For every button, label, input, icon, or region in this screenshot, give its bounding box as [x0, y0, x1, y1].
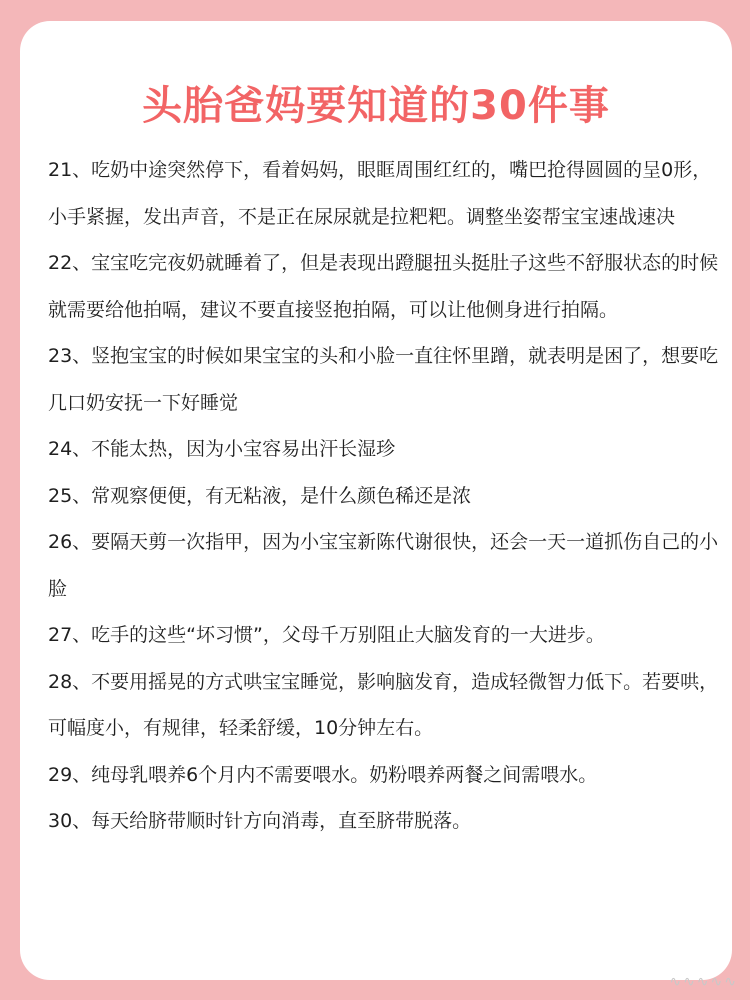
list-item-text: 24、不能太热，因为小宝容易出汗长湿珍: [48, 438, 396, 460]
list-item-text: 21、吃奶中途突然停下，看着妈妈，眼眶周围红红的，嘴巴抢得圆圆的呈0形，小手紧握，发出声音，不是正在尿尿就是拉粑粑。调整坐姿帮宝宝速战速决: [48, 159, 712, 228]
list-item: [48, 519, 724, 612]
list-item: [48, 612, 724, 659]
list-item-text: 22、宝宝吃完夜奶就睡着了，但是表现出蹬腿扭头挺肚子这些不舒服状态的时候就需要给他拍嗝，建议不要直接竖抱拍隔，可以让他侧身进行拍隔。: [48, 252, 719, 321]
list-item: [48, 426, 724, 473]
list-item-text: 27、吃手的这些“坏习惯”，父母千万别阻止大脑发育的一大进步。: [48, 624, 605, 646]
list-item: [48, 752, 724, 799]
list-item-text: 26、要隔天剪一次指甲，因为小宝宝新陈代谢很快，还会一天一道抓伤自己的小脸: [48, 531, 719, 600]
list-item: [48, 147, 724, 240]
content-card: [20, 21, 732, 980]
list-item-text: 25、常观察便便，有无粘液，是什么颜色稀还是浓: [48, 484, 472, 507]
list-item: [48, 659, 724, 752]
list-item-text: 28、不要用摇晃的方式哄宝宝睡觉，影响脑发育，造成轻微智力低下。若要哄，可幅度小，有规律，轻柔舒缓，10分钟左右。: [48, 670, 719, 739]
tips-list: [48, 147, 724, 845]
list-item: [48, 798, 724, 845]
list-item: [48, 473, 724, 520]
list-item-text: 29、纯母乳喂养6个月内不需要喂水。奶粉喂养两餐之间需喂水。: [48, 763, 598, 786]
watermark-icon: ∿∿∿∿∿: [669, 974, 738, 990]
list-item: [48, 333, 724, 426]
list-item-text: 30、每天给脐带顺时针方向消毒，直至脐带脱落。: [48, 810, 472, 832]
list-item: [48, 240, 724, 333]
list-item-text: 23、竖抱宝宝的时候如果宝宝的头和小脸一直往怀里蹭，就表明是困了，想要吃几口奶安抚一下好睡觉: [48, 345, 719, 414]
page-title: 头胎爸妈要知道的30件事: [142, 83, 610, 129]
